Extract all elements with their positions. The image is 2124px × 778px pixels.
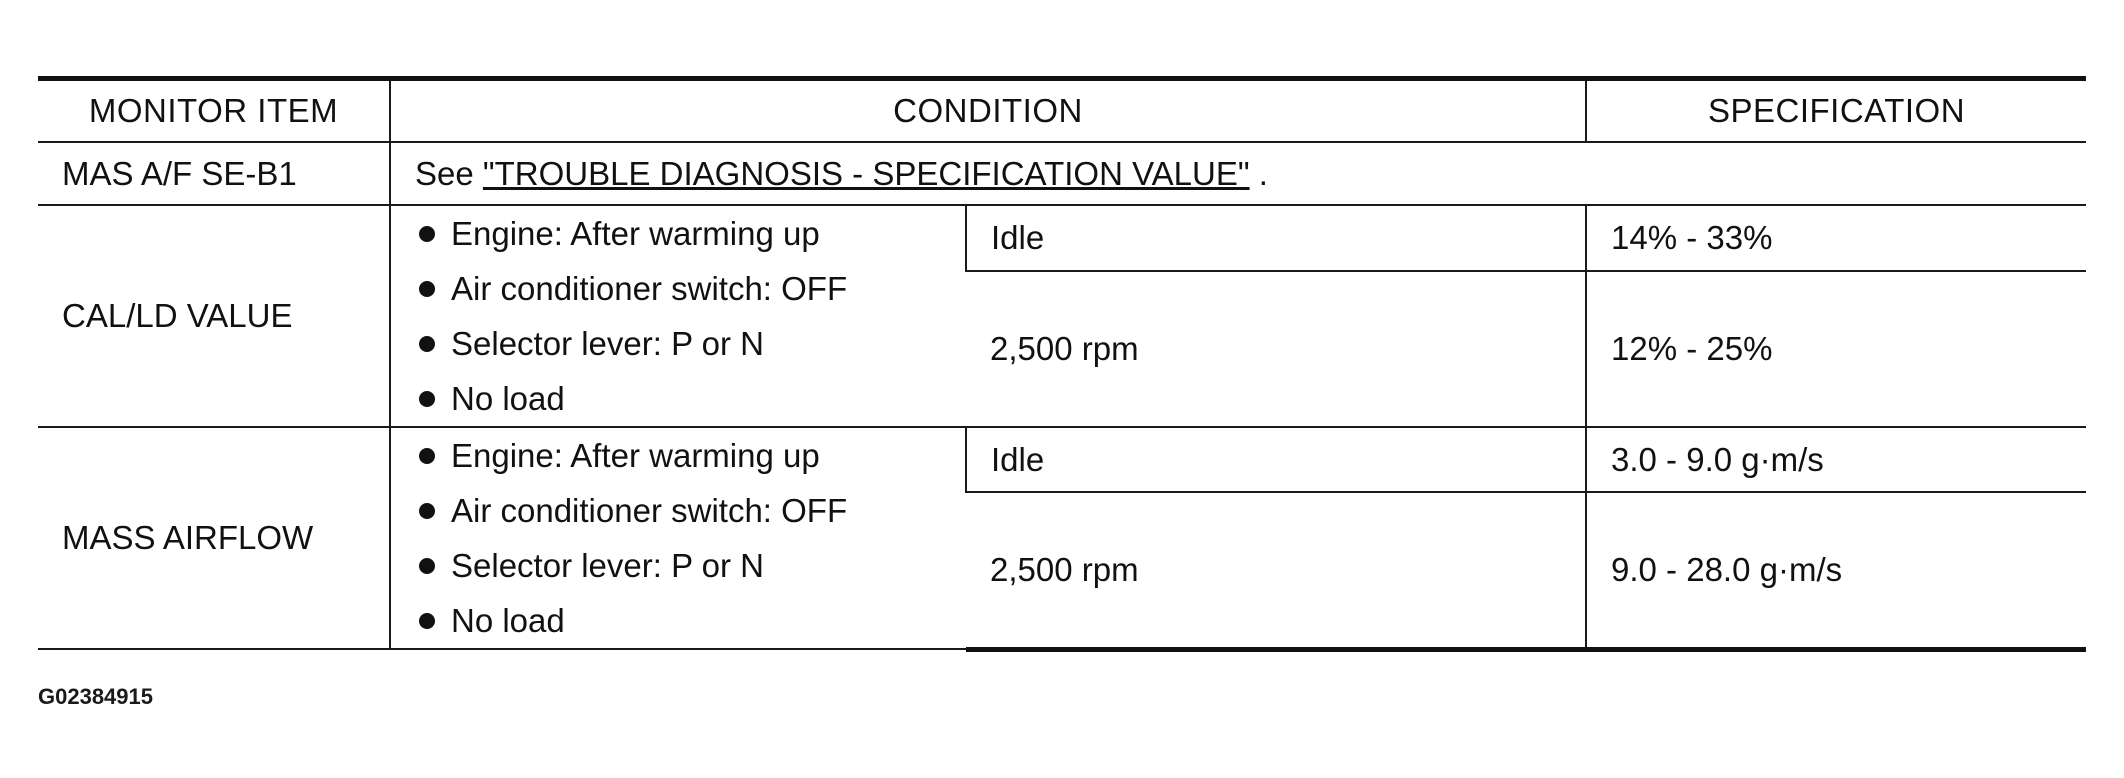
condition-list bbox=[415, 206, 965, 426]
cal-ld-spec-idle: 14% - 33% bbox=[1586, 205, 2086, 271]
bullet-icon bbox=[419, 613, 435, 629]
bullet-icon bbox=[419, 448, 435, 464]
bullet-icon bbox=[419, 281, 435, 297]
mas-af-reference bbox=[390, 142, 2086, 205]
table-row-mass-airflow-idle bbox=[38, 427, 2086, 492]
cal-ld-spec-2500: 12% - 25% bbox=[1586, 271, 2086, 427]
mass-airflow-state-idle: Idle bbox=[966, 427, 1586, 492]
condition-item: Air conditioner switch: OFF bbox=[415, 261, 965, 316]
see-prefix: See bbox=[415, 154, 474, 192]
header-condition: CONDITION bbox=[390, 79, 1586, 143]
table-row-cal-ld-idle bbox=[38, 205, 2086, 271]
header-row bbox=[38, 79, 2086, 143]
condition-item: No load bbox=[415, 371, 965, 426]
bullet-icon bbox=[419, 226, 435, 242]
mass-airflow-state-2500: 2,500 rpm bbox=[966, 492, 1586, 649]
bullet-icon bbox=[419, 558, 435, 574]
cal-ld-conditions bbox=[390, 205, 966, 427]
cal-ld-state-2500: 2,500 rpm bbox=[966, 271, 1586, 427]
bullet-icon bbox=[419, 391, 435, 407]
bullet-icon bbox=[419, 336, 435, 352]
condition-list bbox=[415, 428, 965, 648]
item-mass-airflow: MASS AIRFLOW bbox=[38, 427, 390, 649]
item-cal-ld-value: CAL/LD VALUE bbox=[38, 205, 390, 427]
header-monitor-item: MONITOR ITEM bbox=[38, 79, 390, 143]
item-mas-af: MAS A/F SE-B1 bbox=[38, 142, 390, 205]
see-suffix: . bbox=[1258, 154, 1268, 192]
bullet-icon bbox=[419, 503, 435, 519]
specification-table bbox=[38, 76, 2086, 652]
mass-airflow-spec-2500: 9.0 - 28.0 g·m/s bbox=[1586, 492, 2086, 649]
mass-airflow-conditions bbox=[390, 427, 966, 649]
condition-item: Selector lever: P or N bbox=[415, 316, 965, 371]
condition-item: Air conditioner switch: OFF bbox=[415, 483, 965, 538]
condition-item: No load bbox=[415, 593, 965, 648]
header-specification: SPECIFICATION bbox=[1586, 79, 2086, 143]
cal-ld-state-idle: Idle bbox=[966, 205, 1586, 271]
condition-item: Engine: After warming up bbox=[415, 206, 965, 261]
condition-item: Engine: After warming up bbox=[415, 428, 965, 483]
condition-item: Selector lever: P or N bbox=[415, 538, 965, 593]
specification-value-link[interactable]: "TROUBLE DIAGNOSIS - SPECIFICATION VALUE" bbox=[482, 154, 1250, 192]
table-row-mas-af bbox=[38, 142, 2086, 205]
mass-airflow-spec-idle: 3.0 - 9.0 g·m/s bbox=[1586, 427, 2086, 492]
figure-code: G02384915 bbox=[38, 684, 153, 709]
